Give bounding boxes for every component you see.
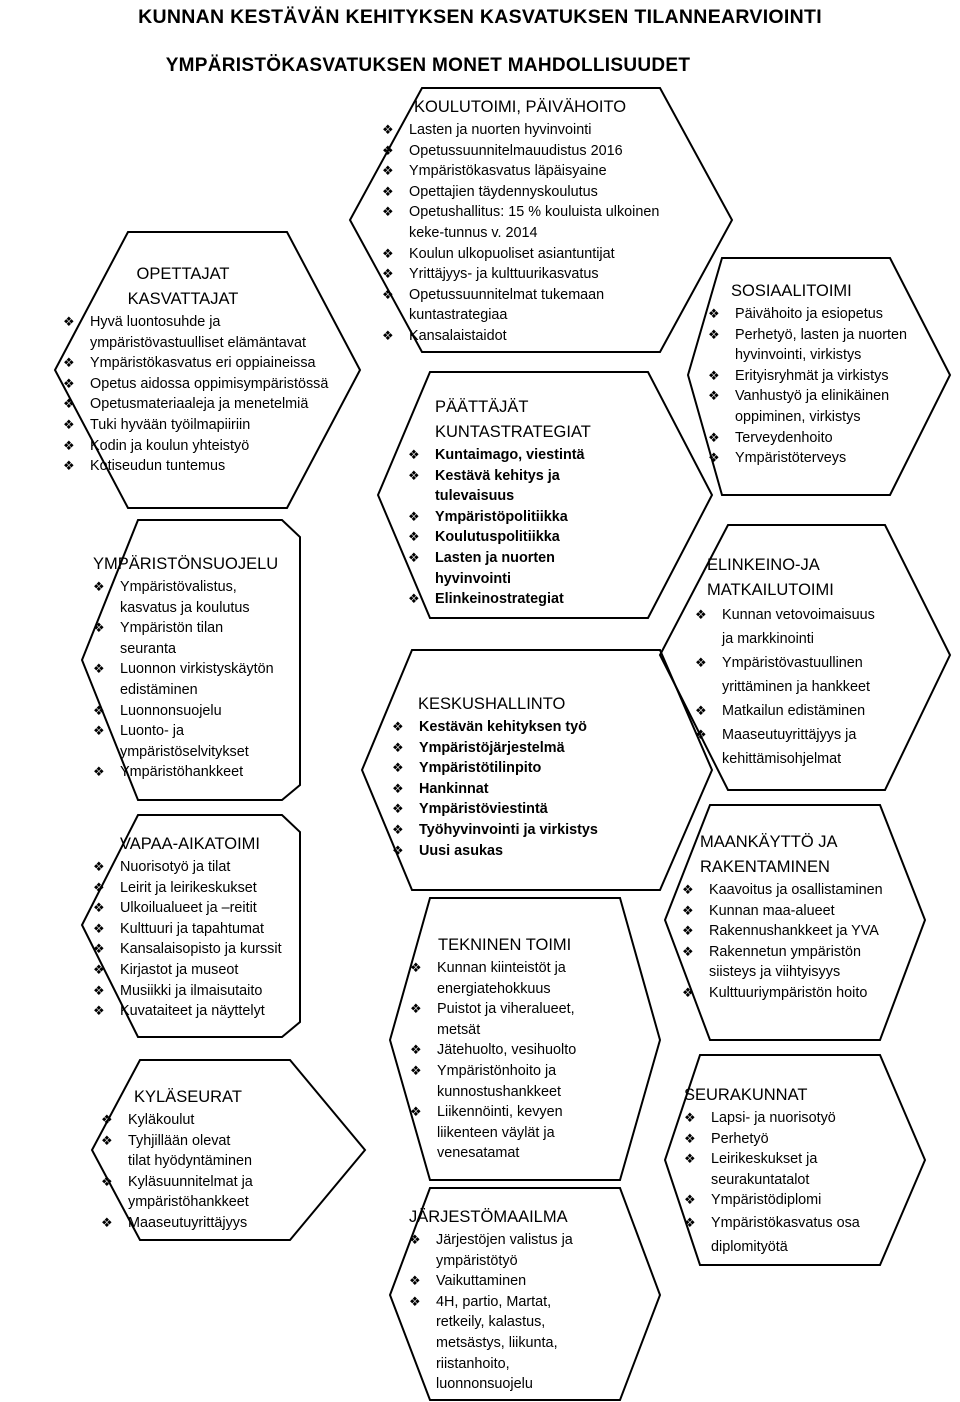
diamond-bullet-icon: ❖ [63, 416, 75, 432]
list-item-text: Tyhjillään olevat tilat hyödyntäminen [128, 1132, 252, 1170]
list-item [382, 244, 712, 265]
list-item [708, 428, 933, 449]
list-item-text: Luonnonsuojelu [120, 702, 222, 719]
diamond-bullet-icon: ❖ [93, 702, 105, 718]
list-item [682, 880, 892, 901]
list-item-text: Ympäristötilinpito [419, 760, 542, 777]
diamond-bullet-icon: ❖ [408, 508, 420, 524]
diamond-bullet-icon: ❖ [410, 1104, 422, 1120]
list-item-text: Hyvä luontosuhde ja ympäristövastuulliset elämäntavat [90, 314, 306, 351]
list-item [93, 857, 303, 878]
list-item [682, 942, 892, 983]
list-item-text: Ympäristöpolitiikka [435, 508, 568, 525]
section-list [695, 603, 905, 771]
list-item [684, 1149, 894, 1190]
list-item-text: Kulttuuri ja tapahtumat [120, 920, 264, 937]
diamond-bullet-icon: ❖ [708, 326, 720, 342]
diamond-bullet-icon: ❖ [392, 739, 404, 755]
list-item [382, 285, 712, 326]
list-item-text: Kunnan kiinteistöt ja energiatehokkuus [437, 960, 566, 997]
list-item-text: Opettajien täydennyskoulutus [409, 183, 598, 200]
list-item [408, 466, 628, 507]
list-item [382, 326, 712, 347]
section-kylaseurat [101, 1085, 341, 1234]
list-item [63, 415, 363, 436]
section-keskushallinto [392, 692, 642, 861]
list-item [409, 1271, 609, 1292]
list-item-text: Päivähoito ja esiopetus [735, 306, 884, 322]
diamond-bullet-icon: ❖ [93, 764, 105, 780]
list-item [708, 386, 933, 427]
list-item [93, 721, 303, 762]
section-heading: YMPÄRISTÖNSUOJELU [93, 555, 279, 573]
section-heading: JÄRJESTÖMAAILMA [409, 1208, 568, 1226]
page-title: KUNNAN KESTÄVÄN KEHITYKSEN KASVATUKSEN TILANNEARVIOINTI [138, 6, 822, 28]
list-item-text: Nuorisotyö ja tilat [120, 859, 231, 875]
list-item-text: Järjestöjen valistus ja ympäristötyö [436, 1232, 573, 1269]
list-item [63, 456, 363, 477]
list-item-text: Ympäristövalistus, kasvatus ja koulutus [120, 579, 250, 616]
diamond-bullet-icon: ❖ [409, 1273, 421, 1289]
diamond-bullet-icon: ❖ [93, 982, 105, 998]
list-item-text: Kansalaisopisto ja kurssit [120, 941, 282, 958]
section-tekninen_toimi [410, 933, 610, 1164]
diamond-bullet-icon: ❖ [695, 655, 707, 670]
list-item-text: Opetussuunnitelmat tukemaan kuntastrategiaa [409, 286, 605, 324]
list-item-text: Maaseutuyrittäjyys ja kehittämisohjelmat [722, 727, 857, 767]
list-item [684, 1211, 894, 1259]
diamond-bullet-icon: ❖ [63, 375, 75, 391]
section-list [408, 445, 628, 610]
list-item-text: Ympäristövastuullinen yrittäminen ja hankkeet [722, 655, 870, 695]
diamond-bullet-icon: ❖ [410, 960, 422, 975]
list-item [101, 1172, 341, 1213]
list-item-text: Ympäristön tilan seuranta [120, 620, 224, 657]
list-item-text: Hankinnat [419, 780, 489, 797]
list-item-text: Kunnan maa-alueet [709, 902, 835, 919]
diamond-bullet-icon: ❖ [408, 529, 420, 545]
section-vapaa_aikatoimi [93, 832, 303, 1022]
section-list [101, 1110, 341, 1234]
diamond-bullet-icon: ❖ [382, 163, 394, 179]
list-item [63, 312, 363, 353]
list-item [684, 1190, 894, 1211]
diamond-bullet-icon: ❖ [684, 1151, 696, 1167]
list-item [392, 717, 642, 738]
diamond-bullet-icon: ❖ [93, 900, 105, 916]
list-item [695, 699, 905, 723]
list-item-text: Rakennushankkeet ja YVA [709, 923, 879, 940]
diamond-bullet-icon: ❖ [695, 703, 707, 718]
list-item [382, 264, 712, 285]
list-item-text: Kuvataiteet ja näyttelyt [120, 1003, 265, 1020]
diamond-bullet-icon: ❖ [695, 727, 707, 742]
list-item [408, 589, 628, 610]
list-item-text: Kotiseudun tuntemus [90, 458, 226, 475]
diamond-bullet-icon: ❖ [101, 1132, 113, 1148]
section-list [93, 577, 303, 783]
list-item [93, 618, 303, 659]
diamond-bullet-icon: ❖ [101, 1112, 113, 1127]
list-item [392, 758, 642, 779]
list-item-text: Perhetyö, lasten ja nuorten hyvinvointi, virkistys [735, 326, 907, 364]
list-item-text: 4H, partio, Martat, retkeily, kalastus, metsästys, liikunta, riistanhoito, luonnonsuojelu [436, 1293, 558, 1393]
section-heading: KOULUTOIMI, PÄIVÄHOITO [414, 98, 627, 116]
list-item-text: Luonnon virkistyskäytön edistäminen [120, 661, 274, 698]
list-item [408, 548, 628, 589]
list-item [93, 981, 303, 1002]
diamond-bullet-icon: ❖ [684, 1192, 696, 1208]
list-item-text: Kansalaistaidot [409, 327, 507, 344]
diamond-bullet-icon: ❖ [695, 607, 707, 622]
diamond-bullet-icon: ❖ [708, 388, 720, 404]
section-heading: VAPAA-AIKATOIMI [120, 835, 260, 853]
list-item [408, 507, 628, 528]
list-item [392, 799, 642, 820]
list-item [409, 1292, 609, 1395]
diamond-bullet-icon: ❖ [93, 961, 105, 977]
list-item [409, 1230, 609, 1271]
list-item-text: Kyläkoulut [128, 1112, 195, 1128]
list-item [382, 182, 712, 203]
list-item-text: Kodin ja koulun yhteistyö [90, 437, 250, 454]
diamond-bullet-icon: ❖ [392, 760, 404, 776]
list-item [684, 1108, 894, 1129]
section-list [409, 1230, 609, 1395]
diamond-bullet-icon: ❖ [101, 1173, 113, 1189]
list-item-text: Leirit ja leirikeskukset [120, 879, 257, 896]
list-item [708, 448, 933, 469]
list-item-text: Koulutuspolitiikka [435, 529, 560, 546]
list-item-text: Puistot ja viheralueet, metsät [437, 1001, 575, 1038]
diamond-bullet-icon: ❖ [382, 183, 394, 199]
diamond-bullet-icon: ❖ [382, 142, 394, 158]
section-heading: ELINKEINO-JA MATKAILUTOIMI [707, 556, 834, 599]
diamond-bullet-icon: ❖ [684, 1110, 696, 1125]
list-item-text: Opetus aidossa oppimisympäristössä [90, 375, 329, 392]
list-item-text: Rakennetun ympäristön siisteys ja viihtyisyys [709, 943, 861, 981]
list-item [695, 603, 905, 651]
diamond-bullet-icon: ❖ [63, 396, 75, 412]
list-item [708, 366, 933, 387]
section-paattajat [408, 395, 628, 610]
diamond-bullet-icon: ❖ [93, 859, 105, 874]
list-item [93, 762, 303, 783]
list-item-text: Ympäristökasvatus osa diplomityötä [711, 1214, 860, 1255]
list-item-text: Ympäristökasvatus eri oppiaineissa [90, 355, 316, 372]
list-item [93, 960, 303, 981]
list-item-text: Perhetyö [711, 1130, 769, 1147]
list-item [93, 898, 303, 919]
section-list [410, 958, 610, 1164]
diamond-bullet-icon: ❖ [409, 1293, 421, 1309]
diamond-bullet-icon: ❖ [382, 327, 394, 343]
list-item-text: Liikennöinti, kevyen liikenteen väylät ja venesatamat [437, 1104, 563, 1162]
list-item [93, 939, 303, 960]
section-heading: SEURAKUNNAT [684, 1086, 808, 1104]
list-item-text: Musiikki ja ilmaisutaito [120, 982, 263, 999]
diamond-bullet-icon: ❖ [392, 842, 404, 858]
section-heading: TEKNINEN TOIMI [438, 936, 572, 954]
list-item [382, 161, 712, 182]
diamond-bullet-icon: ❖ [708, 429, 720, 445]
page-subtitle: YMPÄRISTÖKASVATUKSEN MONET MAHDOLLISUUDET [165, 55, 691, 76]
diamond-bullet-icon: ❖ [392, 719, 404, 734]
diamond-bullet-icon: ❖ [382, 286, 394, 302]
list-item-text: Ympäristönhoito ja kunnostushankkeet [437, 1062, 562, 1100]
list-item-text: Erityisryhmät ja virkistys [735, 367, 889, 384]
diamond-bullet-icon: ❖ [408, 591, 420, 607]
list-item [63, 394, 363, 415]
list-item-text: Kyläsuunnitelmat ja ympäristöhankkeet [128, 1173, 253, 1211]
list-item [408, 527, 628, 548]
list-item [101, 1213, 341, 1234]
section-opettajat [63, 262, 363, 477]
list-item-text: Ympäristöhankkeet [120, 764, 244, 781]
section-sosiaalitoimi [708, 279, 933, 469]
list-item [392, 841, 642, 862]
diamond-bullet-icon: ❖ [382, 266, 394, 282]
diamond-bullet-icon: ❖ [93, 620, 105, 636]
diamond-bullet-icon: ❖ [684, 1130, 696, 1146]
diamond-bullet-icon: ❖ [93, 941, 105, 957]
section-list [392, 717, 642, 861]
diamond-bullet-icon: ❖ [410, 1042, 422, 1058]
diamond-bullet-icon: ❖ [63, 314, 75, 329]
diamond-bullet-icon: ❖ [382, 122, 394, 137]
section-heading: SOSIAALITOIMI [731, 282, 852, 300]
list-item-text: Matkailun edistäminen [722, 703, 866, 719]
list-item-text: Yrittäjyys- ja kulttuurikasvatus [409, 266, 599, 283]
diamond-bullet-icon: ❖ [63, 355, 75, 371]
diamond-bullet-icon: ❖ [409, 1232, 421, 1247]
list-item-text: Ympäristödiplomi [711, 1192, 822, 1209]
list-item-text: Luonto- ja ympäristöselvitykset [120, 723, 249, 760]
list-item [410, 958, 610, 999]
list-item-text: Ulkoilualueet ja –reitit [120, 900, 257, 917]
diamond-bullet-icon: ❖ [682, 882, 694, 897]
diamond-bullet-icon: ❖ [392, 801, 404, 817]
diamond-bullet-icon: ❖ [408, 549, 420, 565]
list-item-text: Opetushallitus: 15 % kouluista ulkoinen keke-tunnus v. 2014 [409, 204, 660, 241]
diamond-bullet-icon: ❖ [101, 1214, 113, 1230]
list-item [93, 1001, 303, 1022]
list-item [382, 120, 712, 141]
list-item-text: Opetusmateriaaleja ja menetelmiä [90, 396, 309, 413]
list-item [93, 919, 303, 940]
diamond-bullet-icon: ❖ [708, 450, 720, 466]
list-item [93, 701, 303, 722]
section-elinkeino [695, 553, 905, 771]
list-item-text: Maaseutuyrittäjyys [128, 1214, 248, 1231]
list-item-text: Ympäristökasvatus läpäisyaine [409, 163, 607, 180]
list-item-text: Kuntaimago, viestintä [435, 447, 585, 463]
diamond-bullet-icon: ❖ [408, 447, 420, 462]
list-item [708, 325, 933, 366]
list-item [682, 921, 892, 942]
list-item-text: Kirjastot ja museot [120, 961, 239, 978]
list-item [695, 723, 905, 771]
list-item [392, 779, 642, 800]
list-item-text: Vaikuttaminen [436, 1273, 527, 1290]
section-list [382, 120, 712, 347]
list-item-text: Elinkeinostrategiat [435, 591, 564, 608]
list-item-text: Tuki hyvään työilmapiiriin [90, 416, 251, 433]
list-item [682, 901, 892, 922]
section-jarjestomaailma [409, 1205, 609, 1395]
list-item-text: Kaavoitus ja osallistaminen [709, 882, 883, 898]
diamond-bullet-icon: ❖ [708, 367, 720, 383]
list-item-text: Leirikeskukset ja seurakuntatalot [711, 1151, 818, 1188]
diamond-bullet-icon: ❖ [93, 879, 105, 895]
section-heading: MAANKÄYTTÖ JA RAKENTAMINEN [700, 833, 838, 876]
list-item [93, 577, 303, 618]
list-item-text: Terveydenhoito [735, 429, 833, 446]
list-item-text: Kulttuuriympäristön hoito [709, 984, 868, 1001]
list-item [695, 651, 905, 699]
list-item [63, 436, 363, 457]
list-item [408, 445, 628, 466]
section-heading: OPETTAJAT KASVATTAJAT [127, 265, 239, 308]
list-item [93, 878, 303, 899]
diamond-bullet-icon: ❖ [93, 920, 105, 936]
diamond-bullet-icon: ❖ [410, 1062, 422, 1078]
list-item [392, 738, 642, 759]
list-item-text: Lapsi- ja nuorisotyö [711, 1110, 836, 1126]
section-maankaytto [682, 830, 892, 1004]
list-item [392, 820, 642, 841]
section-list [63, 312, 363, 477]
diamond-bullet-icon: ❖ [93, 661, 105, 677]
diamond-bullet-icon: ❖ [63, 437, 75, 453]
section-heading: PÄÄTTÄJÄT KUNTASTRATEGIAT [435, 398, 591, 441]
list-item [708, 304, 933, 325]
diamond-bullet-icon: ❖ [708, 306, 720, 321]
list-item [93, 659, 303, 700]
list-item-text: Uusi asukas [419, 842, 503, 859]
diamond-bullet-icon: ❖ [408, 467, 420, 483]
list-item [101, 1110, 341, 1131]
list-item-text: Lasten ja nuorten hyvinvointi [409, 122, 592, 138]
section-list [93, 857, 303, 1022]
list-item [682, 983, 892, 1004]
diamond-bullet-icon: ❖ [684, 1214, 696, 1230]
list-item-text: Kunnan vetovoimaisuus ja markkinointi [722, 607, 875, 647]
list-item [63, 374, 363, 395]
list-item-text: Opetussuunnitelmauudistus 2016 [409, 142, 623, 159]
diamond-bullet-icon: ❖ [682, 943, 694, 959]
list-item-text: Vanhustyö ja elinikäinen oppiminen, virkistys [735, 388, 890, 425]
diamond-bullet-icon: ❖ [382, 245, 394, 261]
diamond-bullet-icon: ❖ [382, 204, 394, 220]
diamond-bullet-icon: ❖ [93, 579, 105, 594]
diamond-bullet-icon: ❖ [682, 923, 694, 939]
diamond-bullet-icon: ❖ [682, 902, 694, 918]
list-item-text: Koulun ulkopuoliset asiantuntijat [409, 245, 615, 262]
diamond-bullet-icon: ❖ [63, 458, 75, 474]
list-item-text: Ympäristöviestintä [419, 801, 548, 818]
section-list [684, 1108, 894, 1259]
section-heading: KYLÄSEURAT [134, 1088, 242, 1106]
list-item [410, 1061, 610, 1102]
list-item-text: Ympäristöjärjestelmä [419, 739, 565, 756]
section-koulutoimi [382, 95, 712, 347]
list-item-text: Lasten ja nuorten hyvinvointi [435, 549, 555, 587]
list-item-text: Kestävän kehityksen työ [419, 719, 587, 735]
list-item [684, 1129, 894, 1150]
diamond-bullet-icon: ❖ [93, 1003, 105, 1019]
list-item [101, 1131, 341, 1172]
section-heading: KESKUSHALLINTO [418, 695, 566, 713]
list-item [410, 1102, 610, 1164]
section-ymparistonsuojelu [93, 552, 303, 783]
diamond-bullet-icon: ❖ [93, 723, 105, 739]
diamond-bullet-icon: ❖ [392, 780, 404, 796]
list-item [410, 1040, 610, 1061]
list-item [382, 141, 712, 162]
list-item [382, 202, 712, 243]
section-seurakunnat [684, 1083, 894, 1259]
diamond-bullet-icon: ❖ [410, 1001, 422, 1017]
list-item-text: Työhyvinvointi ja virkistys [419, 821, 598, 838]
section-list [682, 880, 892, 1004]
list-item-text: Ympäristöterveys [735, 450, 847, 467]
diamond-bullet-icon: ❖ [392, 821, 404, 837]
list-item [410, 999, 610, 1040]
section-list [708, 304, 933, 469]
list-item [63, 353, 363, 374]
list-item-text: Jätehuolto, vesihuolto [437, 1042, 577, 1059]
list-item-text: Kestävä kehitys ja tulevaisuus [435, 467, 560, 505]
diamond-bullet-icon: ❖ [682, 984, 694, 1000]
